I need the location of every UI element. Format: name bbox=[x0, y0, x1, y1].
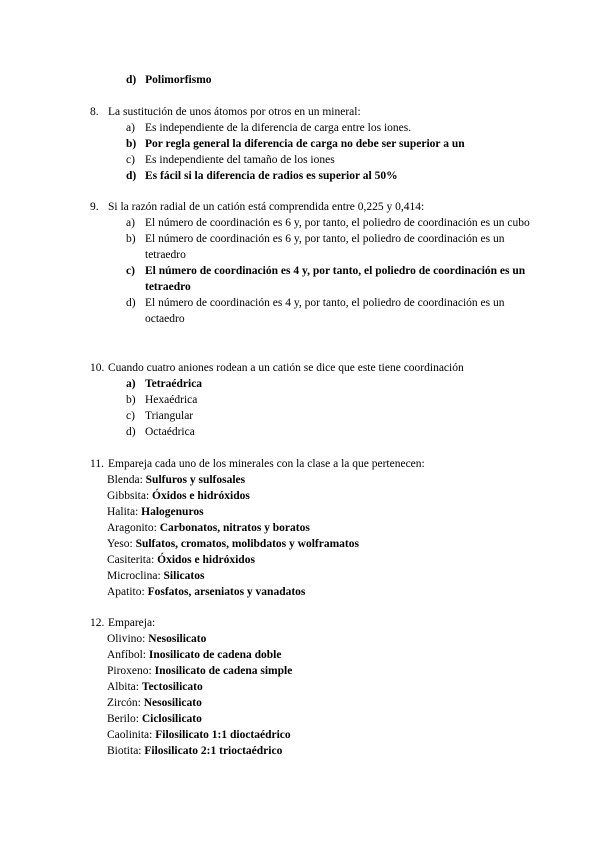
options-list bbox=[126, 215, 540, 327]
pair-row: Olivino: Nesosilicato bbox=[107, 633, 207, 645]
option-c-correct: c) El número de coordinación es 4 y, por tanto, el poliedro de coordinación es un tetraedro bbox=[126, 265, 526, 293]
pair-row: Microclina: Silicatos bbox=[107, 570, 205, 582]
option-text: Polimorfismo bbox=[145, 74, 212, 86]
pair-row: Albita: Tectosilicato bbox=[107, 681, 203, 693]
option-d-correct: d) Es fácil si la diferencia de radios es superior al 50% bbox=[126, 170, 398, 182]
pairs-list bbox=[107, 631, 540, 759]
option-label: d) bbox=[126, 74, 137, 86]
option-c: c) Triangular bbox=[126, 410, 194, 422]
question-number: 11. bbox=[90, 458, 104, 470]
pair-row: Blenda: Sulfuros y sulfosales bbox=[107, 474, 246, 486]
question-number: 8. bbox=[90, 106, 99, 118]
question-number: 9. bbox=[90, 201, 99, 213]
option-a-correct: a) Tetraédrica bbox=[126, 378, 203, 390]
pair-row: Apatito: Fosfatos, arseniatos y vanadatos bbox=[107, 586, 306, 598]
question-11 bbox=[90, 456, 540, 600]
option-a: a) Es independiente de la diferencia de carga entre los iones. bbox=[126, 122, 412, 134]
pair-row: Yeso: Sulfatos, cromatos, molibdatos y wolframatos bbox=[107, 538, 359, 550]
pair-row: Berilo: Ciclosilicato bbox=[107, 713, 202, 725]
question-text: La sustitución de unos átomos por otros en un mineral: bbox=[108, 106, 361, 118]
pair-row: Casiterita: Óxidos e hidróxidos bbox=[107, 554, 255, 566]
pair-row: Halita: Halogenuros bbox=[107, 506, 204, 518]
option-b: b) Hexaédrica bbox=[126, 394, 198, 406]
question-text: Empareja cada uno de los minerales con la clase a la que pertenecen: bbox=[108, 458, 425, 470]
question-number: 10. bbox=[90, 362, 105, 374]
pair-row: Anfíbol: Inosilicato de cadena doble bbox=[107, 649, 282, 661]
question-text: Empareja: bbox=[108, 617, 156, 629]
options-list bbox=[126, 120, 540, 184]
pair-row: Biotita: Filosilicato 2:1 trioctaédrico bbox=[107, 745, 283, 757]
option-c: c) Es independiente del tamaño de los iones bbox=[126, 154, 335, 166]
option-b-correct: b) Por regla general la diferencia de carga no debe ser superior a un bbox=[126, 138, 465, 150]
pair-row: Gibbsita: Óxidos e hidróxidos bbox=[107, 490, 250, 502]
option-a: a) El número de coordinación es 6 y, por tanto, el poliedro de coordinación es un cubo bbox=[126, 217, 530, 229]
pair-row: Zircón: Nesosilicato bbox=[107, 697, 202, 709]
question-9 bbox=[90, 199, 540, 327]
option-d: d) Octaédrica bbox=[126, 426, 195, 438]
question-12 bbox=[90, 615, 540, 759]
question-number: 12. bbox=[90, 617, 105, 629]
question-8 bbox=[90, 104, 540, 184]
pair-row: Aragonito: Carbonatos, nitratos y boratos bbox=[107, 522, 310, 534]
pair-row: Piroxeno: Inosilicato de cadena simple bbox=[107, 665, 293, 677]
option-b: b) El número de coordinación es 6 y, por tanto, el poliedro de coordinación es un tetraedro bbox=[126, 233, 505, 261]
previous-answer bbox=[126, 72, 212, 88]
question-10 bbox=[90, 360, 540, 440]
pairs-list bbox=[107, 472, 540, 600]
options-list bbox=[126, 376, 540, 440]
pair-row: Caolinita: Filosilicato 1:1 dioctaédrico bbox=[107, 729, 291, 741]
question-text: Cuando cuatro aniones rodean a un catión se dice que este tiene coordinación bbox=[108, 362, 464, 374]
question-text: Si la razón radial de un catión está comprendida entre 0,225 y 0,414: bbox=[108, 201, 425, 213]
option-d: d) El número de coordinación es 4 y, por tanto, el poliedro de coordinación es un octaedro bbox=[126, 297, 505, 325]
